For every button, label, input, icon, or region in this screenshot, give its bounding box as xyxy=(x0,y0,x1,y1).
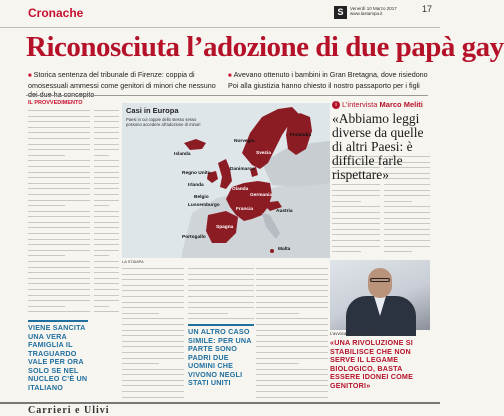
map-label: Spagna xyxy=(216,225,234,230)
text-line xyxy=(122,378,184,381)
text-line xyxy=(188,316,254,319)
issue-date: Venerdì 10 Marzo 2017 www.lastampa.it xyxy=(350,6,397,16)
text-line xyxy=(332,227,380,230)
text-line xyxy=(28,248,90,251)
text-line xyxy=(122,288,184,291)
text-line xyxy=(94,142,119,145)
text-line xyxy=(332,210,380,213)
square-bullet-icon: ■ xyxy=(228,73,232,79)
text-line xyxy=(94,130,119,133)
map-label: Francia xyxy=(236,207,254,212)
portrait-photo xyxy=(330,260,430,330)
text-line xyxy=(384,188,430,191)
europe-map xyxy=(122,103,330,258)
text-line xyxy=(384,216,430,219)
text-line xyxy=(188,277,254,280)
text-line xyxy=(94,147,119,150)
text-line xyxy=(122,266,184,269)
article-column-4 xyxy=(188,266,254,326)
text-line xyxy=(256,288,328,291)
text-line xyxy=(122,389,184,392)
map-label: Finlandia xyxy=(290,133,312,138)
malta-dot xyxy=(270,249,274,253)
photo-caption: L’avvocato Marco Meliti xyxy=(330,331,374,336)
text-line xyxy=(122,283,184,286)
text-line xyxy=(94,248,119,251)
pull-quote-right: «UNA RIVOLUZIONE SI STABILISCE CHE NON SERVE IL LEGAME BIOLOGICO, BASTA ESSERE IDONEI COME GENITORI» xyxy=(330,338,414,390)
text-line xyxy=(384,210,430,213)
map-label: Islanda xyxy=(174,152,191,157)
text-line xyxy=(94,220,119,223)
text-line xyxy=(384,182,430,185)
text-line xyxy=(28,293,90,296)
text-line xyxy=(28,276,90,279)
text-line xyxy=(122,367,184,370)
text-line xyxy=(332,193,380,196)
text-line xyxy=(28,281,90,284)
text-line xyxy=(94,108,119,111)
text-line xyxy=(256,389,328,392)
map-label: Portogallo xyxy=(182,235,206,240)
text-line xyxy=(28,203,65,206)
text-line xyxy=(256,328,328,331)
text-line xyxy=(94,114,119,117)
text-line xyxy=(94,119,119,122)
text-line xyxy=(28,125,90,128)
uk-shape xyxy=(218,159,232,189)
text-line xyxy=(94,309,119,312)
text-line xyxy=(122,316,184,319)
text-line xyxy=(188,305,254,308)
text-line xyxy=(122,328,184,331)
text-line xyxy=(122,272,184,275)
text-line xyxy=(28,192,90,195)
text-line xyxy=(256,367,328,370)
text-line xyxy=(94,158,119,161)
article-column-3 xyxy=(122,266,184,402)
text-line xyxy=(332,204,380,207)
interview-icon: i xyxy=(332,101,340,109)
text-line xyxy=(28,225,90,228)
text-line xyxy=(122,350,184,353)
text-line xyxy=(94,270,119,273)
text-line xyxy=(122,372,184,375)
text-line xyxy=(28,214,90,217)
text-line xyxy=(332,238,380,241)
text-line xyxy=(28,108,90,111)
article-column-5 xyxy=(256,266,328,402)
text-line xyxy=(256,305,328,308)
text-line xyxy=(94,136,119,139)
text-line xyxy=(332,182,380,185)
text-line xyxy=(28,142,90,145)
page-number: 17 xyxy=(422,4,433,14)
text-line xyxy=(94,209,119,212)
text-line xyxy=(188,311,228,314)
subhead-left: ■ Storica sentenza del tribunale di Firenze: coppia di omosessuali ammessi come genitori di minori che nessuno xyxy=(28,70,216,90)
text-line xyxy=(94,276,119,279)
text-line xyxy=(188,294,254,297)
newspaper-logo-icon: S xyxy=(334,6,347,19)
text-line xyxy=(332,232,380,235)
map-label: Lussemburgo xyxy=(188,203,220,208)
text-line xyxy=(122,356,184,359)
text-line xyxy=(94,231,119,234)
text-line xyxy=(256,283,328,286)
text-line xyxy=(256,316,328,319)
text-line xyxy=(94,281,119,284)
section-title: Cronache xyxy=(28,6,84,20)
article-column-1 xyxy=(28,108,90,320)
map-label: Svezia xyxy=(256,151,271,156)
text-line xyxy=(28,237,90,240)
text-line xyxy=(256,311,299,314)
text-line xyxy=(122,395,184,398)
text-line xyxy=(94,186,119,189)
text-line xyxy=(94,242,119,245)
text-line xyxy=(256,300,328,303)
text-line xyxy=(28,186,90,189)
text-line xyxy=(122,300,184,303)
text-line xyxy=(94,192,119,195)
text-line xyxy=(256,322,328,325)
pull-quote-rule xyxy=(28,320,88,322)
text-line xyxy=(188,300,254,303)
text-line xyxy=(256,372,328,375)
text-line xyxy=(94,203,109,206)
text-line xyxy=(188,288,254,291)
text-line xyxy=(256,350,328,353)
text-line xyxy=(28,304,65,307)
text-line xyxy=(28,153,65,156)
interview-quote: «Abbiamo leggi diverse da quelle di altri Paesi: è difficile farle rispettare» xyxy=(332,111,424,182)
iceland-shape xyxy=(184,139,206,150)
text-line xyxy=(122,339,184,342)
map-label: Olanda xyxy=(232,187,249,192)
text-line xyxy=(256,333,328,336)
text-line xyxy=(28,220,90,223)
text-line xyxy=(256,361,299,364)
text-line xyxy=(256,344,328,347)
pull-quote-middle: UN ALTRO CASO SIMILE: PER UNA PARTE SONO PADRI DUE UOMINI CHE VIVONO NEGLI STATI UNITI xyxy=(188,327,252,387)
map-label: Belgio xyxy=(194,195,209,200)
interview-kicker: i L’intervista Marco Meliti xyxy=(332,100,423,109)
text-line xyxy=(94,225,119,228)
text-line xyxy=(94,214,119,217)
map-caption: Paesi in cui coppie dello stesso sesso possono accedere all’adozione di minori xyxy=(126,117,201,127)
text-line xyxy=(28,298,90,301)
text-line xyxy=(94,259,119,262)
text-line xyxy=(94,164,119,167)
square-bullet-icon: ■ xyxy=(28,73,32,79)
pull-quote-left: VIENE SANCITA UNA VERA FAMIGLIA IL TRAGUARDO VALE PER ORA SOLO SE NEL NUCLEO C’È UN ITALIANO xyxy=(28,323,88,392)
text-line xyxy=(384,238,430,241)
map-title: Casi in Europa xyxy=(126,106,179,115)
text-line xyxy=(28,287,90,290)
text-line xyxy=(122,344,184,347)
text-line xyxy=(122,361,159,364)
text-line xyxy=(384,232,430,235)
text-line xyxy=(94,153,109,156)
map-label: Germania xyxy=(250,193,273,198)
text-line xyxy=(122,383,184,386)
text-line xyxy=(94,125,119,128)
text-line xyxy=(122,311,159,314)
text-line xyxy=(94,181,119,184)
text-line xyxy=(384,244,430,247)
text-line xyxy=(384,249,412,252)
text-line xyxy=(94,293,119,296)
text-line xyxy=(384,221,430,224)
text-line xyxy=(94,175,119,178)
text-line xyxy=(188,266,254,269)
text-line xyxy=(28,309,90,312)
text-line xyxy=(384,193,430,196)
text-line xyxy=(332,199,361,202)
text-line xyxy=(332,188,380,191)
text-line xyxy=(384,227,430,230)
text-line xyxy=(332,249,361,252)
text-line xyxy=(28,147,90,150)
next-article-strip: Carrieri e Ulivi xyxy=(0,402,440,415)
text-line xyxy=(256,272,328,275)
text-line xyxy=(256,395,328,398)
map-label: Irlanda xyxy=(188,183,204,188)
pull-quote-rule xyxy=(188,324,254,326)
text-line xyxy=(332,221,380,224)
map-label: Danimarca xyxy=(230,167,255,172)
map-label: Malta xyxy=(278,247,291,252)
text-line xyxy=(94,287,119,290)
text-line xyxy=(332,216,380,219)
text-line xyxy=(28,231,90,234)
text-line xyxy=(256,266,328,269)
map-credit: LA STAMPA xyxy=(122,259,144,264)
text-line xyxy=(384,199,412,202)
text-line xyxy=(28,119,90,122)
text-line xyxy=(28,170,90,173)
text-line xyxy=(94,170,119,173)
text-line xyxy=(28,164,90,167)
map-label: Austria xyxy=(276,209,293,214)
text-line xyxy=(256,294,328,297)
text-line xyxy=(256,339,328,342)
text-line xyxy=(188,272,254,275)
text-line xyxy=(94,237,119,240)
text-line xyxy=(28,114,90,117)
text-line xyxy=(122,305,184,308)
subhead-right: ■ Avevano ottenuto i bambini in Gran Bretagna, dove risiedono Poi alla giustizia hanno chiesto il nostro passaporto per i figli xyxy=(228,70,428,90)
text-line xyxy=(256,383,328,386)
text-line xyxy=(28,209,90,212)
text-line xyxy=(94,304,109,307)
text-line xyxy=(28,181,90,184)
text-line xyxy=(256,277,328,280)
text-line xyxy=(28,259,90,262)
text-line xyxy=(28,158,90,161)
text-line xyxy=(122,294,184,297)
text-line xyxy=(94,198,119,201)
text-line xyxy=(28,270,90,273)
text-line xyxy=(256,378,328,381)
text-line xyxy=(384,204,430,207)
text-line xyxy=(94,253,109,256)
text-line xyxy=(28,265,90,268)
divider xyxy=(26,95,428,96)
column-heading: IL PROVVEDIMENTO xyxy=(28,100,83,106)
text-line xyxy=(28,136,90,139)
text-line xyxy=(122,277,184,280)
text-line xyxy=(332,244,380,247)
text-line xyxy=(94,265,119,268)
text-line xyxy=(28,130,90,133)
text-line xyxy=(94,298,119,301)
text-line xyxy=(188,283,254,286)
text-line xyxy=(122,322,184,325)
text-line xyxy=(122,333,184,336)
page-header xyxy=(0,0,440,28)
text-line xyxy=(28,242,90,245)
text-line xyxy=(28,253,65,256)
map-label: Regno Unito xyxy=(182,171,211,176)
text-line xyxy=(28,198,90,201)
headline: Riconosciuta l’adozione di due papà gay xyxy=(26,31,504,63)
map-label: Norvegia xyxy=(234,139,255,144)
text-line xyxy=(256,356,328,359)
article-column-2 xyxy=(94,108,119,320)
text-line xyxy=(28,175,90,178)
